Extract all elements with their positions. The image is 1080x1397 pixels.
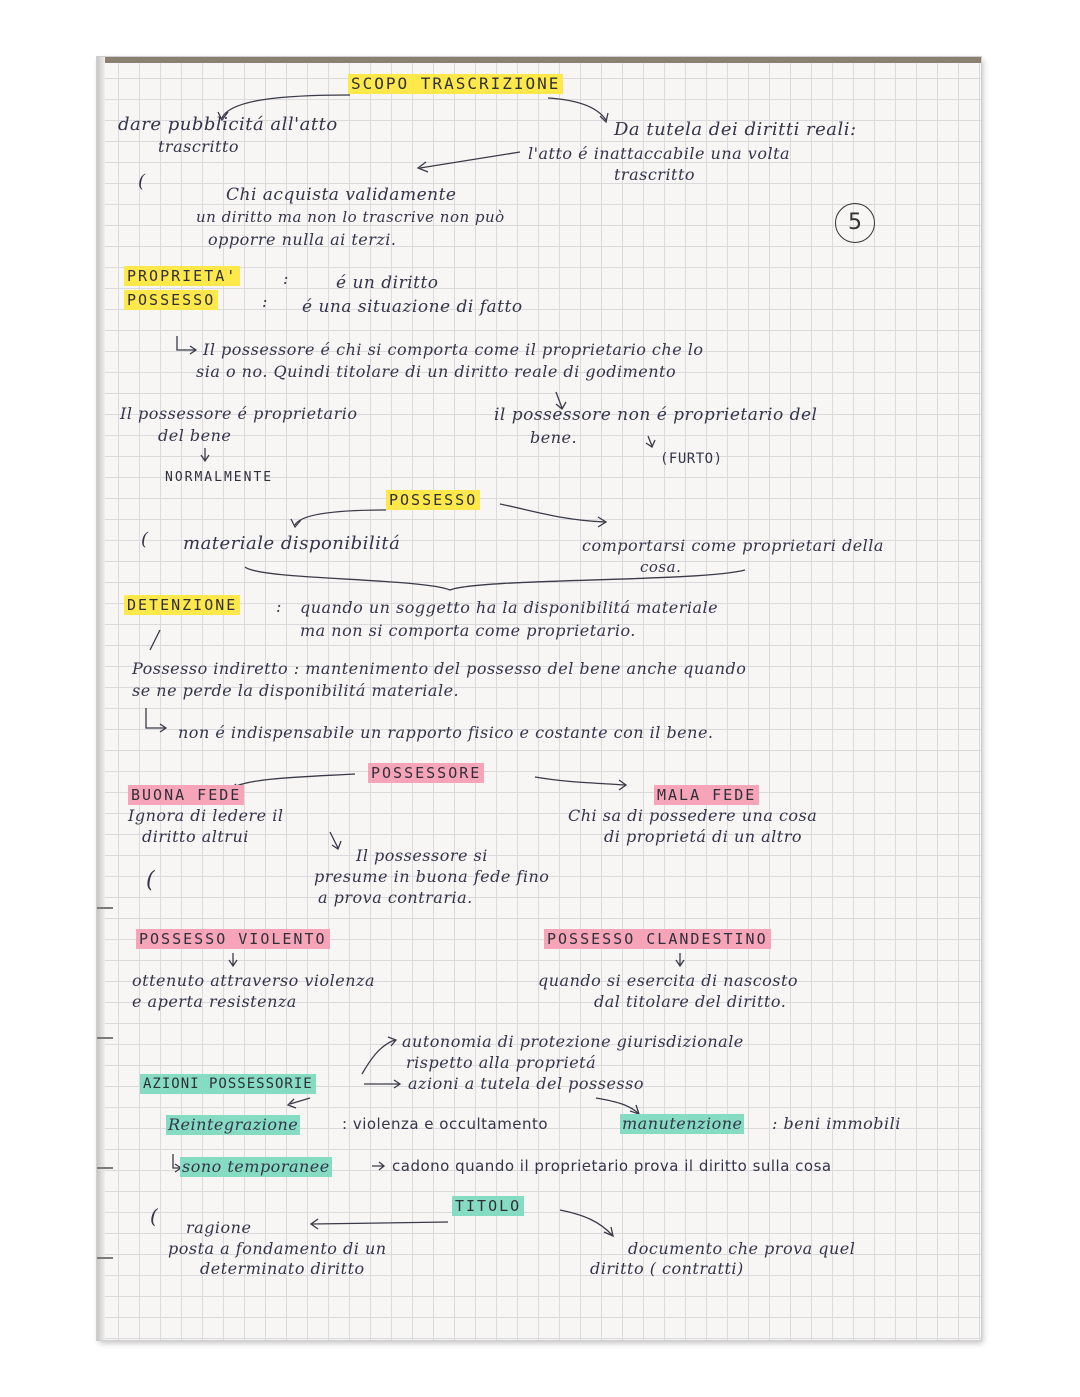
possessore-right-1: il possessore non é proprietario del [494, 405, 818, 425]
arrow-line [295, 510, 386, 525]
indiretto-line-2: se ne perde la disponibilitá materiale. [132, 681, 460, 700]
arrow-down [646, 436, 655, 447]
possessore-right-2: bene. [530, 428, 578, 447]
buona-fede-2: diritto altrui [142, 827, 249, 846]
reintegrazione-label: Reintegrazione [168, 1115, 299, 1134]
page-number-circle [835, 203, 875, 243]
furto: (FURTO) [660, 451, 723, 467]
arrow-line [500, 504, 605, 522]
clandestino-label: POSSESSO CLANDESTINO [544, 929, 771, 949]
possessore-bullet: ( [146, 868, 156, 893]
arrow-right [372, 1162, 384, 1170]
arrow-line [362, 1040, 395, 1074]
manutenzione-label: manutenzione [622, 1114, 743, 1133]
possesso-right-2: cosa. [640, 558, 682, 576]
indiretto-line-1: Possesso indiretto : mantenimento del possesso del bene anche quando [132, 659, 747, 678]
titolo-left-2: posta a fondamento di un [168, 1239, 387, 1258]
arrow-down [201, 448, 209, 461]
presume-1: Il possessore si [356, 846, 488, 865]
arrow-line [535, 777, 625, 785]
possesso-def-colon: : [262, 292, 268, 311]
violento-line-1: ottenuto attraverso violenza [132, 971, 376, 990]
normalmente: NORMALMENTE [165, 470, 274, 485]
titolo-right-2: diritto ( contratti) [590, 1259, 744, 1278]
proprieta-colon: : [283, 269, 289, 288]
scopo-chi-1: Chi acquista validamente [226, 185, 457, 205]
arrow-down [330, 832, 341, 849]
azioni-label: AZIONI POSSESSORIE [140, 1074, 316, 1094]
possesso-bullet: ( [141, 529, 149, 550]
possesso-line-1: Il possessore é chi si comporta come il proprietario che lo [203, 340, 704, 359]
detenzione-line-1: quando un soggetto ha la disponibilitá materiale [300, 598, 719, 617]
clandestino-line-1: quando si esercita di nascosto [538, 971, 799, 990]
scopo-left-2: trascritto [158, 137, 240, 156]
possesso-def-text: é una situazione di fatto [302, 297, 523, 317]
azioni-auto-3: azioni a tutela del possesso [408, 1074, 644, 1093]
arrow-line [420, 152, 520, 168]
arrow-line [232, 774, 355, 788]
arrow-line [290, 1098, 310, 1104]
possesso-def-label: POSSESSO [124, 290, 218, 310]
azioni-auto-1: autonomia di protezione giurisdizionale [402, 1032, 744, 1051]
scopo-right-1: Da tutela dei diritti reali: [614, 119, 857, 140]
violento-line-2: e aperta resistenza [132, 992, 297, 1011]
clandestino-line-2: dal titolare del diritto. [594, 992, 787, 1011]
presume-2: presume in buona fede fino [314, 867, 550, 886]
mala-fede-label: MALA FEDE [654, 785, 759, 805]
titolo-left-1: ragione [186, 1218, 252, 1237]
temporanee-label: sono temporanee [182, 1157, 330, 1176]
scopo-bullet: ( [138, 171, 146, 192]
scopo-left-1: dare pubblicitá all'atto [118, 114, 338, 135]
scopo-title: SCOPO TRASCRIZIONE [348, 74, 563, 94]
titolo-bullet: ( [150, 1204, 159, 1228]
indiretto-line-3: non é indispensabile un rapporto fisico e costante con il bene. [178, 723, 714, 742]
titolo-right-1: documento che prova quel [628, 1239, 856, 1258]
arrow-down [676, 953, 684, 966]
scopo-right-3: trascritto [614, 165, 696, 184]
mala-fede-1: Chi sa di possedere una cosa [568, 806, 818, 825]
scopo-chi-2: un diritto ma non lo trascrive non può [196, 208, 505, 226]
possessore-left-2: del bene [158, 426, 232, 445]
detenzione-label: DETENZIONE [124, 595, 240, 615]
titolo-left-3: determinato diritto [200, 1259, 365, 1278]
manutenzione-text: : beni immobili [772, 1114, 901, 1133]
presume-3: a prova contraria. [318, 888, 473, 907]
arrow-line [548, 98, 606, 120]
detenzione-line-2: ma non si comporta come proprietario. [300, 621, 636, 640]
temporanee-text: cadono quando il proprietario prova il diritto sulla cosa [392, 1157, 832, 1175]
possessore-label: POSSESSORE [368, 763, 484, 783]
detenzione-colon: : [276, 597, 282, 616]
mala-fede-2: di proprietá di un altro [604, 827, 803, 846]
titolo-label: TITOLO [452, 1196, 524, 1216]
arrow-line [596, 1098, 638, 1113]
page-number: 5 [848, 210, 862, 235]
buona-fede-label: BUONA FEDE [128, 785, 244, 805]
buona-fede-1: Ignora di ledere il [128, 806, 284, 825]
scopo-chi-3: opporre nulla ai terzi. [208, 230, 397, 249]
possesso-label: POSSESSO [386, 490, 480, 510]
possesso-right-1: comportarsi come proprietari della [582, 536, 884, 555]
proprieta-label: PROPRIETA' [124, 266, 240, 286]
possesso-line-2: sia o no. Quindi titolare di un diritto reale di godimento [196, 362, 677, 381]
azioni-auto-2: rispetto alla proprietá [406, 1053, 597, 1072]
possessore-left-1: Il possessore é proprietario [120, 404, 358, 423]
possesso-left: materiale disponibilitá [183, 533, 401, 554]
scopo-right-2: l'atto é inattaccabile una volta [528, 144, 791, 163]
arrow-line [560, 1210, 612, 1235]
arrow-down [229, 953, 237, 966]
slash [150, 630, 160, 650]
arrow-line [312, 1222, 448, 1224]
violento-label: POSSESSO VIOLENTO [136, 929, 330, 949]
proprieta-text: é un diritto [336, 273, 439, 293]
reintegrazione-text: : violenza e occultamento [342, 1115, 549, 1133]
